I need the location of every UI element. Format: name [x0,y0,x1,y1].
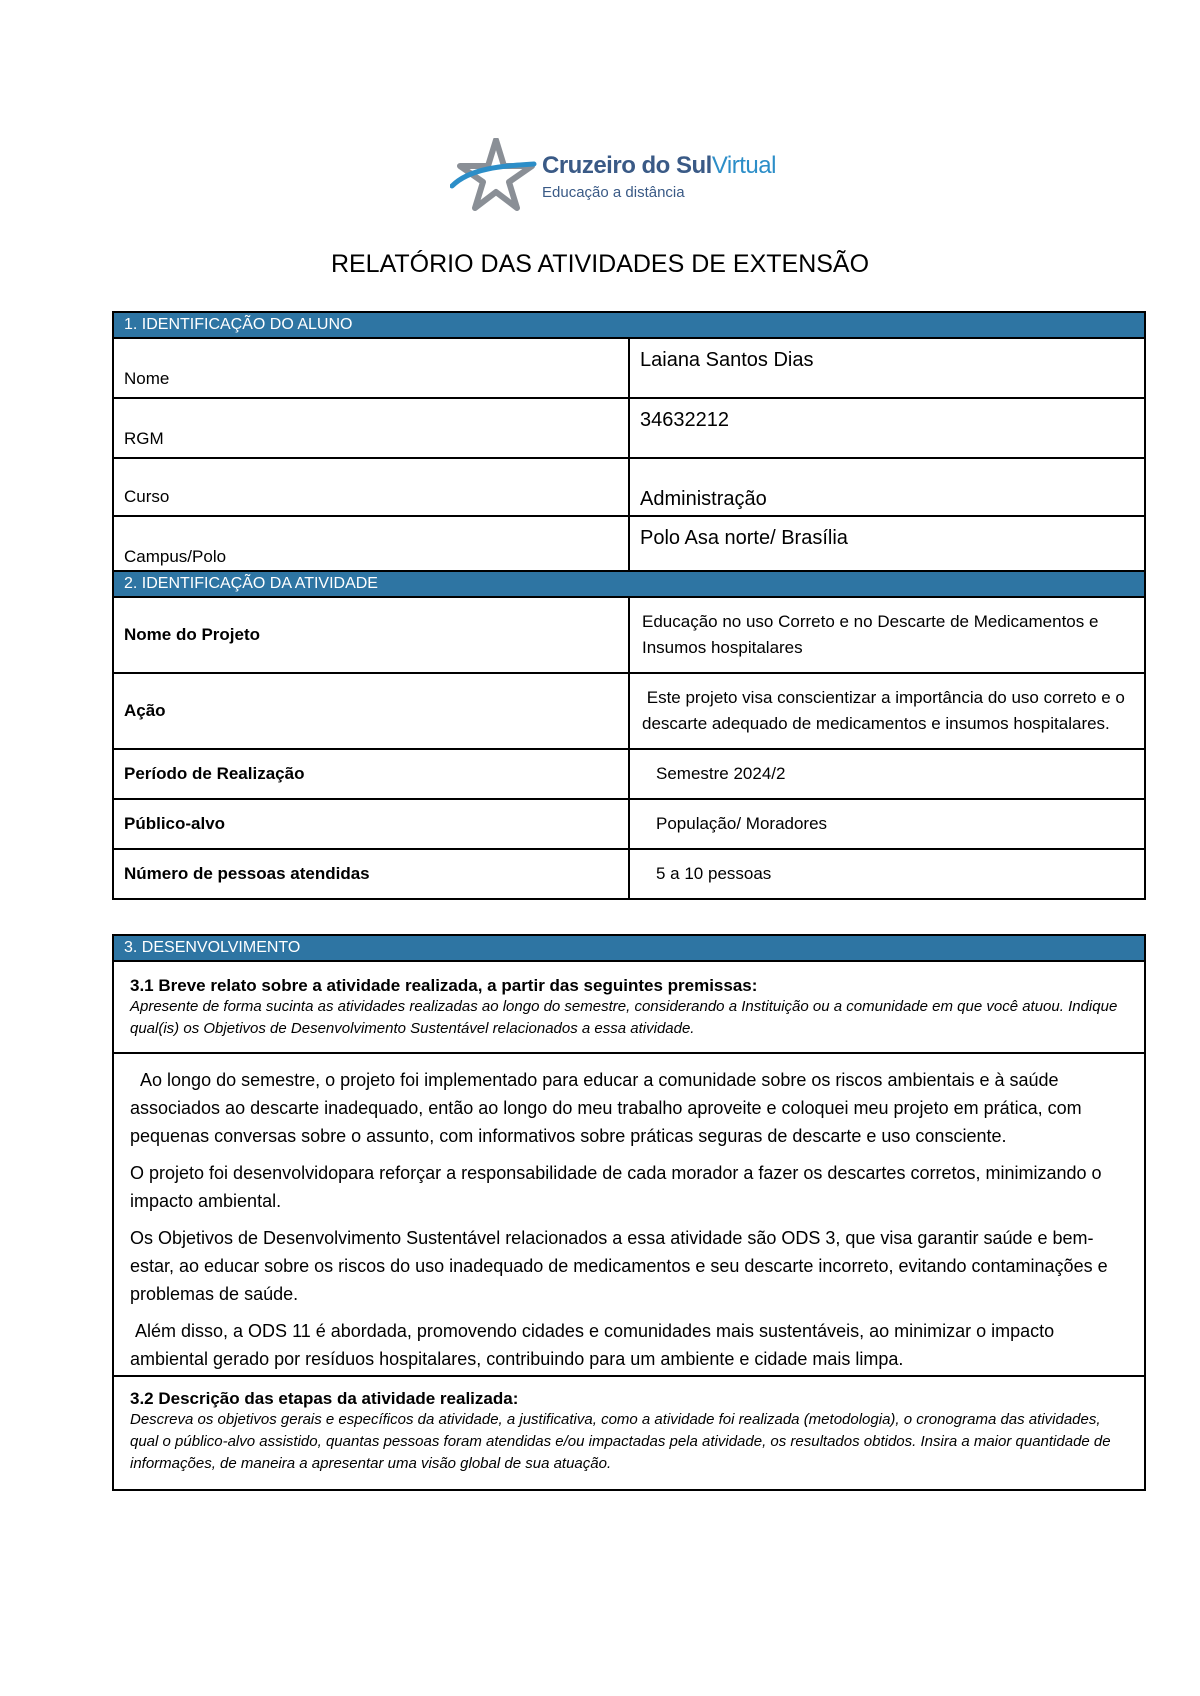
subsection-title: 3.1 Breve relato sobre a atividade realizada, a partir das seguintes premissas: [130,976,758,995]
field-value: Este projeto visa conscientizar a importância do uso correto e o descarte adequado de medicamentos e insumos hospitalares. [629,673,1145,749]
premise-cell [113,961,1145,1053]
institution-logo [450,138,776,218]
section-header: 3. DESENVOLVIMENTO [113,935,1145,961]
subsection-instructions: Descreva os objetivos gerais e específicos da atividade, a justificativa, como a atividade foi realizada (metodologia), o cronograma das atividades, qual o público-alvo assistido, quantas pessoas foram atendidas e/ou impactadas pela atividade, os resultados obtidos. Insira a maior quantidade de informações, de maneira a apresentar uma visão global de sua atuação. [130,1411,1111,1472]
field-label: Período de Realização [113,749,629,799]
field-value: Semestre 2024/2 [629,749,1145,799]
report-body-cell [113,1053,1145,1376]
report-paragraph: Os Objetivos de Desenvolvimento Sustentável relacionados a essa atividade são ODS 3, que visa garantir saúde e bem-estar, ao educar sobre os riscos do uso inadequado de medicamentos e seu descarte incorreto, evitando contaminações e problemas de saúde. [130,1228,1108,1304]
field-label: Campus/Polo [113,516,629,576]
star-swoosh-logo-icon [450,138,540,216]
field-value: Educação no uso Correto e no Descarte de Medicamentos e Insumos hospitalares [629,597,1145,673]
table-row [113,516,1145,576]
table-row [113,1376,1145,1490]
field-label: Ação [113,673,629,749]
subsection-instructions: Apresente de forma sucinta as atividades realizadas ao longo do semestre, considerando a Instituição ou a comunidade em que você atuou. Indique qual(is) os Objetivos de Desenvolvimento Sustentável relacionados a essa atividade. [130,998,1118,1037]
development-table [112,934,1146,1491]
table-row [113,749,1145,799]
field-value: 5 a 10 pessoas [629,849,1145,899]
report-paragraph: Além disso, a ODS 11 é abordada, promovendo cidades e comunidades mais sustentáveis, ao minimizar o impacto ambiental gerado por resíduos hospitalares, contribuindo para um ambiente e cidade mais limpa. [130,1321,1060,1369]
field-value: Laiana Santos Dias [629,338,1145,398]
steps-cell [113,1376,1145,1490]
student-identification-table [112,311,1146,577]
field-label: Público-alvo [113,799,629,849]
field-label: Nome [113,338,629,398]
logo-tagline: Educação a distância [542,184,685,201]
section-header: 2. IDENTIFICAÇÃO DA ATIVIDADE [113,571,1145,597]
field-label: RGM [113,398,629,458]
field-value: Polo Asa norte/ Brasília [629,516,1145,576]
table-row [113,458,1145,516]
page-title: RELATÓRIO DAS ATIVIDADES DE EXTENSÃO [330,250,870,278]
logo-brand-name: Cruzeiro do SulVirtual [542,152,776,179]
report-paragraph: Ao longo do semestre, o projeto foi implementado para educar a comunidade sobre os riscos ambientais e à saúde associados ao descarte inadequado, então ao longo do meu trabalho aproveite e coloquei meu projeto em prática, com pequenas conversas sobre o assunto, com informativos sobre práticas seguras de descarte e uso consciente. [130,1070,1087,1146]
table-row [113,398,1145,458]
table-row [113,597,1145,673]
table-row [113,799,1145,849]
field-label: Número de pessoas atendidas [113,849,629,899]
field-value: 34632212 [629,398,1145,458]
section-header: 1. IDENTIFICAÇÃO DO ALUNO [113,312,1145,338]
table-row [113,338,1145,398]
report-paragraph: O projeto foi desenvolvidopara reforçar a responsabilidade de cada morador a fazer os descartes corretos, minimizando o impacto ambiental. [130,1163,1102,1211]
field-label: Nome do Projeto [113,597,629,673]
field-value: População/ Moradores [629,799,1145,849]
activity-identification-table [112,570,1146,900]
table-row [113,1053,1145,1376]
table-row [113,673,1145,749]
field-label: Curso [113,458,629,516]
table-row [113,961,1145,1053]
subsection-title: 3.2 Descrição das etapas da atividade realizada: [130,1389,519,1408]
field-value: Administração [629,458,1145,516]
table-row [113,849,1145,899]
